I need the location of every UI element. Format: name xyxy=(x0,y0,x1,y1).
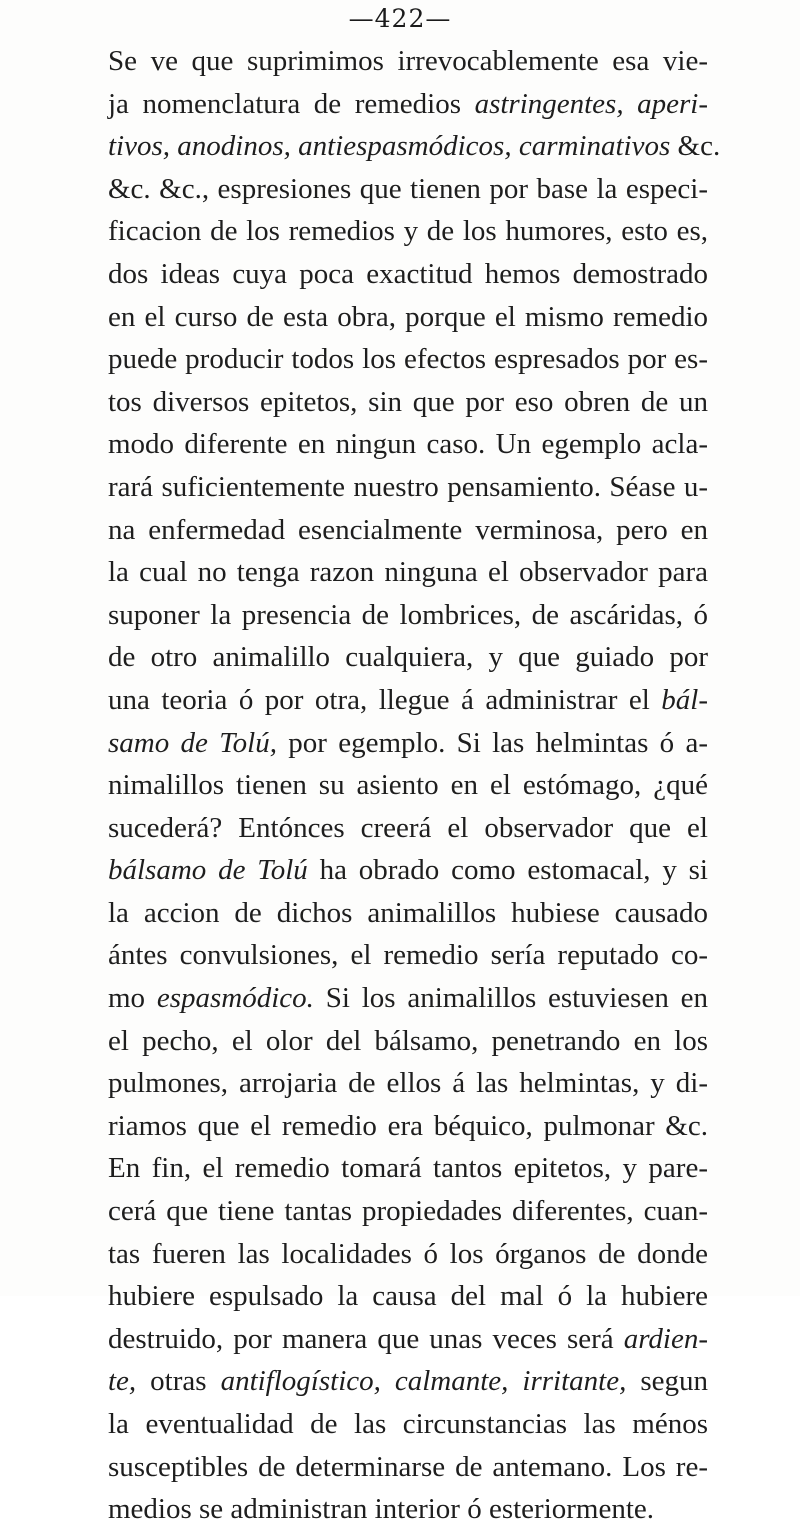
text-line xyxy=(108,296,708,339)
text-line xyxy=(108,551,708,594)
text-line xyxy=(108,509,708,552)
text-segment: Se ve que suprimimos irrevocablemente esa vie- xyxy=(108,45,708,77)
text-segment: ficacion de los remedios y de los humores, esto es, xyxy=(108,215,708,248)
text-line xyxy=(108,722,708,765)
text-segment: nimalillos tienen su asiento en el estómago, ¿qué xyxy=(108,769,708,802)
text-segment: puede producir todos los efectos espresados por es- xyxy=(108,343,708,376)
text-segment: dos ideas cuya poca exactitud hemos demostrado xyxy=(108,257,708,290)
text-line xyxy=(108,40,708,83)
text-line xyxy=(108,210,708,253)
text-segment: otras xyxy=(136,1365,221,1398)
italic-text: espasmódico. xyxy=(156,982,314,1015)
text-segment: la accion de dichos animalillos hubiese causado xyxy=(108,896,708,929)
text-line xyxy=(108,892,708,935)
text-line xyxy=(108,1488,708,1531)
text-segment: de otro animalillo cualquiera, y que guiado por xyxy=(108,641,708,674)
italic-text: samo de Tolú, xyxy=(108,726,277,759)
body-text xyxy=(108,40,721,1531)
italic-text: bálsamo de Tolú xyxy=(108,854,308,887)
text-segment: sucederá? Entónces creerá el observador que el xyxy=(108,811,708,844)
text-segment: en el curso de esta obra, porque el mismo remedio xyxy=(108,300,708,333)
text-line xyxy=(108,1233,708,1276)
text-line xyxy=(108,125,721,168)
text-line xyxy=(108,423,708,466)
text-segment: modo diferente en ningun caso. Un egemplo acla- xyxy=(108,428,708,461)
text-line xyxy=(108,253,708,296)
text-line xyxy=(108,1360,708,1403)
page-number: —422— xyxy=(348,4,452,33)
text-segment: ja nomenclatura de remedios xyxy=(108,87,475,120)
text-segment: rará suficientemente nuestro pensamiento. Séase u- xyxy=(108,470,708,503)
text-segment: ha obrado como estomacal, y si xyxy=(307,854,708,887)
text-segment: mo xyxy=(108,982,157,1015)
text-segment: tos diversos epitetos, sin que por eso obren de un xyxy=(108,385,708,418)
text-segment: &c. xyxy=(670,130,721,163)
text-line xyxy=(108,466,708,509)
text-segment: na enfermedad esencialmente verminosa, pero en xyxy=(108,513,708,546)
text-line xyxy=(108,934,708,977)
text-segment: susceptibles de determinarse de antemano. Los re- xyxy=(108,1450,708,1483)
text-segment: &c. &c., espresiones que tienen por base la especi- xyxy=(108,172,708,205)
text-line xyxy=(108,381,708,424)
text-segment: por egemplo. Si las helmintas ó a- xyxy=(276,726,708,759)
text-segment: tas fueren las localidades ó los órganos de donde xyxy=(108,1237,708,1270)
italic-text: astringentes, aperi- xyxy=(474,87,708,120)
italic-text: bál- xyxy=(661,683,708,716)
text-line xyxy=(108,168,708,211)
italic-text: ardien- xyxy=(623,1322,708,1355)
text-line xyxy=(108,807,708,850)
text-line xyxy=(108,1062,708,1105)
text-segment: Si los animalillos estuviesen en xyxy=(313,982,708,1015)
text-line xyxy=(108,1020,708,1063)
text-segment: una teoria ó por otra, llegue á administrar el xyxy=(108,683,662,716)
text-segment: segun xyxy=(626,1365,708,1398)
italic-text: te, xyxy=(108,1365,137,1398)
text-line xyxy=(108,594,708,637)
text-segment: la eventualidad de las circunstancias las ménos xyxy=(108,1408,708,1440)
text-segment: En fin, el remedio tomará tantos epitetos, y pare- xyxy=(108,1152,708,1185)
text-line xyxy=(108,1105,708,1148)
text-segment: suponer la presencia de lombrices, de ascáridas, ó xyxy=(108,598,708,631)
text-line xyxy=(108,849,708,892)
text-segment: ántes convulsiones, el remedio sería reputado co- xyxy=(108,939,708,972)
text-line xyxy=(108,1275,708,1318)
text-line xyxy=(108,83,708,126)
text-segment: destruido, por manera que unas veces será xyxy=(108,1322,624,1355)
text-line xyxy=(108,977,708,1020)
text-segment: medios se administran interior ó esteriormente. xyxy=(108,1493,655,1526)
italic-text: antiflogístico, calmante, irritante, xyxy=(220,1365,627,1398)
text-segment: la cual no tenga razon ninguna el observador para xyxy=(108,556,708,589)
text-segment: pulmones, arrojaria de ellos á las helmintas, y di- xyxy=(108,1067,708,1100)
text-line xyxy=(108,1318,708,1361)
text-line xyxy=(108,1190,708,1233)
text-line xyxy=(108,764,708,807)
text-line xyxy=(108,1446,708,1489)
text-line xyxy=(108,636,708,679)
text-segment: cerá que tiene tantas propiedades diferentes, cuan- xyxy=(108,1195,708,1228)
text-segment: riamos que el remedio era béquico, pulmonar &c. xyxy=(108,1109,708,1142)
text-line xyxy=(108,338,708,381)
text-segment: hubiere espulsado la causa del mal ó la hubiere xyxy=(108,1280,708,1313)
text-line xyxy=(108,1147,708,1190)
text-line xyxy=(108,679,708,722)
text-segment: el pecho, el olor del bálsamo, penetrando en los xyxy=(108,1024,708,1057)
text-line xyxy=(108,1403,708,1446)
italic-text: tivos, anodinos, antiespasmódicos, carminativos xyxy=(108,130,671,163)
